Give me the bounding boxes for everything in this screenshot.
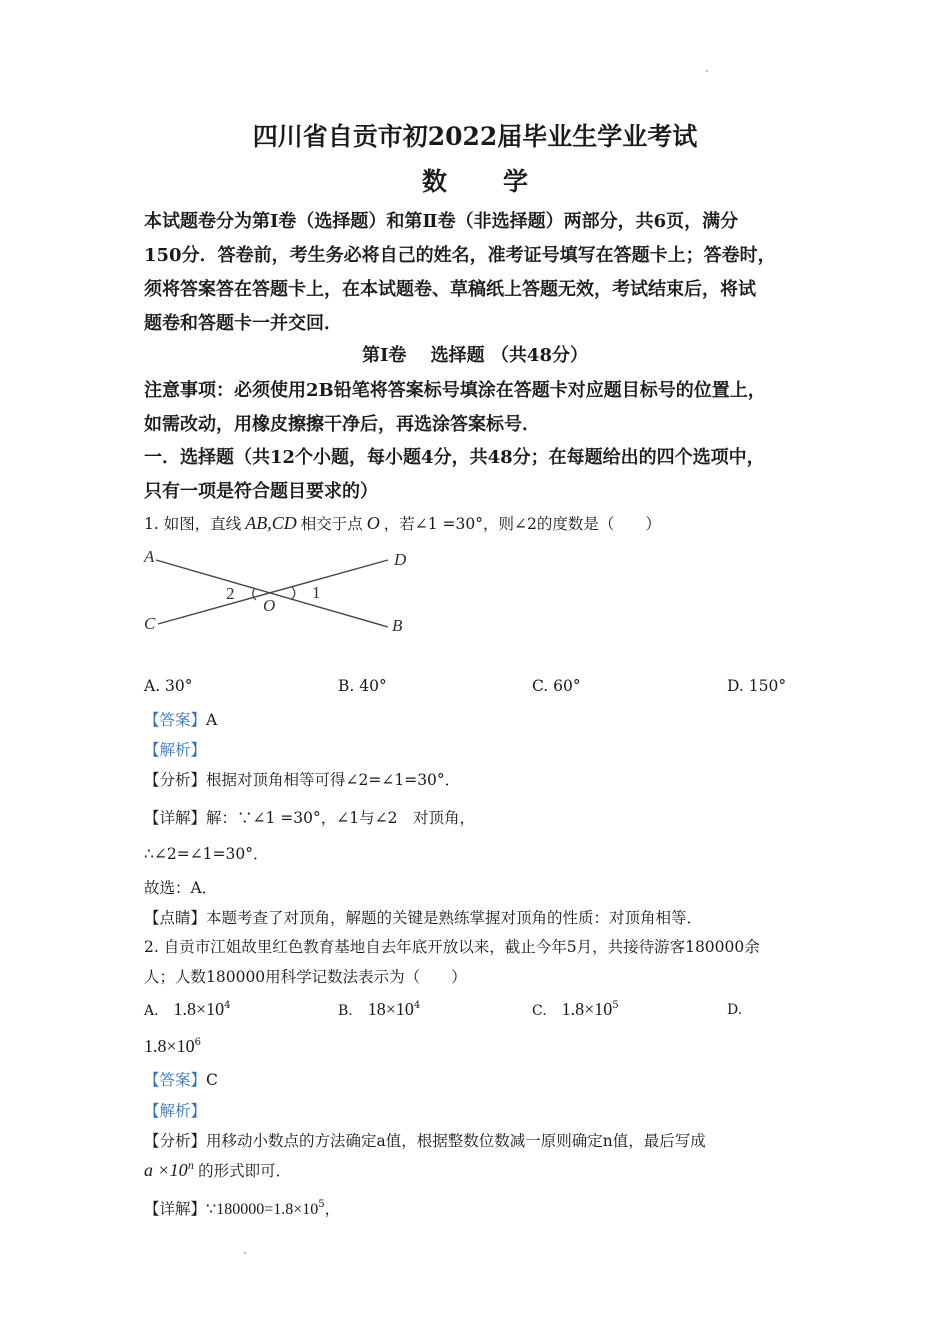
intro-line-2: 150分．答卷前，考生务必将自己的姓名，准考证号填写在答题卡上；答卷时，	[144, 245, 776, 266]
scan-dot	[244, 1252, 246, 1254]
notice-line-2: 如需改动，用橡皮擦擦干净后，再选涂答案标号．	[144, 414, 540, 435]
q2-stem-line-2: 人；人数180000用科学记数法表示为（ ）	[144, 968, 467, 986]
q2-fenxi-line-1: 【分析】用移动小数点的方法确定a值，根据整数位数减一原则确定n值，最后写成	[144, 1132, 706, 1150]
q1-choose: 故选：A．	[144, 879, 218, 897]
angle-1-arc	[291, 587, 295, 600]
exam-title: 四川省自贡市初2022届毕业生学业考试	[252, 122, 698, 151]
label-b: B	[392, 616, 403, 635]
q1-xiangjie: 【详解】解：∵∠1 =30°，∠1与∠2 对顶角，	[144, 809, 475, 827]
label-c: C	[144, 614, 156, 633]
label-a: A	[144, 547, 155, 566]
part1-heading: 第Ⅰ卷 选择题 （共48分）	[361, 345, 588, 366]
q2-option-a: A. $1.8\times 10^4$	[144, 999, 231, 1019]
q1-therefore: ∴∠2=∠1=30°．	[144, 845, 269, 863]
answer-tag: 【答案】	[144, 711, 207, 729]
exam-subject: 数学	[421, 167, 584, 196]
label-1: 1	[312, 583, 321, 602]
q2-stem-line-1: 2. 自贡市江姐故里红色教育基地自去年底开放以来，截止今年5月，共接待游客180000余	[144, 938, 760, 956]
q1-answer: 【答案】A	[144, 711, 218, 729]
q2-fenxi-line-2: $a \times 10^n$ 的形式即可．	[144, 1160, 292, 1180]
q2-option-b: B. $18\times 10^4$	[338, 999, 421, 1019]
label-o: O	[263, 596, 276, 615]
notice-line-1: 注意事项：必须使用2B铅笔将答案标号填涂在答题卡对应题目标号的位置上，	[144, 380, 766, 401]
q1-point: O	[366, 513, 380, 533]
q1-figure	[140, 543, 420, 638]
label-d: D	[394, 550, 407, 569]
label-2: 2	[226, 584, 235, 603]
q1-dianjing: 【点睛】本题考查了对顶角，解题的关键是熟练掌握对顶角的性质：对顶角相等．	[144, 909, 703, 927]
q2-answer: 【答案】C	[144, 1071, 218, 1089]
q2-option-d-label: D.	[727, 1002, 743, 1018]
answer-tag: 【答案】	[144, 1071, 207, 1089]
q1-analysis-tag: 【解析】	[144, 741, 207, 759]
q1-option-b: B. 40°	[338, 677, 387, 695]
q1-fenxi: 【分析】根据对顶角相等可得∠2=∠1=30°．	[144, 771, 461, 789]
q2-analysis-tag: 【解析】	[144, 1102, 207, 1120]
q2-option-d-value: $1.8\times 10^6$	[144, 1036, 202, 1056]
q1-option-a: A. 30°	[144, 677, 193, 695]
intro-line-3: 须将答案答在答题卡上，在本试题卷、草稿纸上答题无效，考试结束后，将试	[144, 279, 756, 300]
section-heading-1: 一．选择题（共12个小题，每小题4分，共48分；在每题给出的四个选项中，	[144, 447, 765, 468]
q1-stem: 1. 如图，直线 AB,CD 相交于点 O ，若∠1 =30°，则∠2的度数是（ ）	[144, 513, 661, 533]
section-heading-2: 只有一项是符合题目要求的）	[144, 481, 378, 502]
q2-xiangjie: 【详解】$\because 180000=1.8\times 10^5$，	[144, 1199, 341, 1218]
scan-dot	[706, 70, 708, 72]
intro-line-1: 本试题卷分为第Ⅰ卷（选择题）和第Ⅱ卷（非选择题）两部分，共6页，满分	[144, 211, 739, 232]
q1-lines: AB,CD	[245, 513, 297, 533]
q2-option-c: C. $1.8\times 10^5$	[532, 999, 619, 1019]
intro-line-4: 题卷和答题卡一并交回．	[144, 313, 342, 334]
q1-option-d: D. 150°	[727, 677, 787, 695]
q1-option-c: C. 60°	[532, 677, 581, 695]
